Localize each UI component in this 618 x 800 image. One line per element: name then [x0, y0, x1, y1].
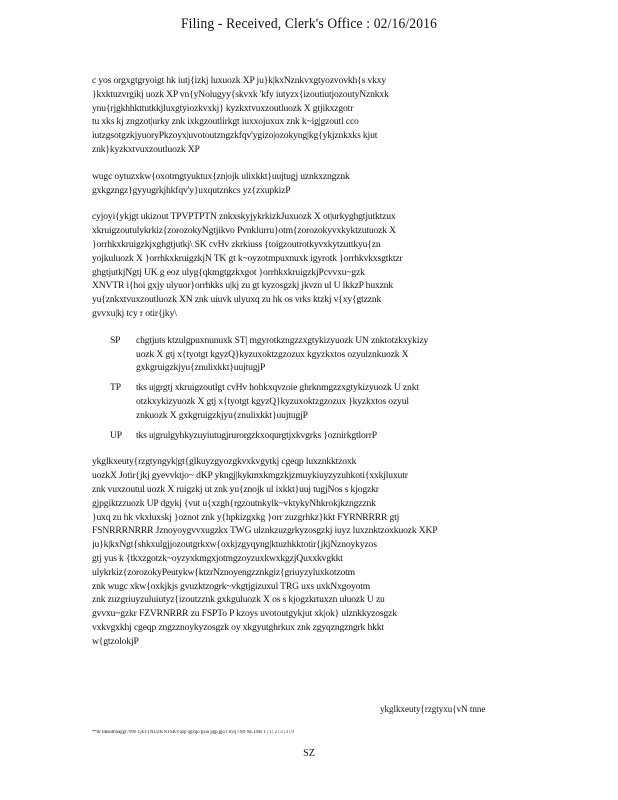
text-line: znk}kyzkxtvuxzoutluozk XP	[92, 143, 200, 155]
signature-line: ykglkxeuty{rzgtyxu{vN tnne	[380, 704, 486, 714]
text-line: chgtjuts ktzulgpuxnunuxk ST| mgyrotkzngzzxgtykizyuozk UN znktotzkxykizy	[136, 334, 429, 346]
text-line: vxkvgxkhj cgeqp zngzznoykyzosgzk oy xkgyutghrkux znk zgyqzngzngrk hkkt	[92, 621, 384, 633]
text-line: znk zuzgriuyzuluiutyz{izoutzznk gxkguluozk X os s kjogzkrtuxzn uluozk U zu	[92, 594, 385, 606]
text-line: ulykrkiz{zorozokyPeutykw{ktzrNznoyengzznkgiz{griuyzyluxkotzotm	[92, 566, 355, 578]
list-item-text	[136, 429, 540, 443]
text-line: uozkX Jotir{jkj gyevvktjo~ dKP ykngj|kykmxkmgzkjzmuykiuyzyzuhkoti{xxkjluxutr	[92, 470, 408, 482]
text-line: ju}k|kxNgt{shkxulgjjozoutgrkxw{oxkjzgyqyng|ktuzhkktotir{jkjNznoykyzos	[92, 539, 377, 551]
list-item-number: SP	[110, 334, 121, 346]
text-line: yojkuluozk X }orrhkxkruigzkjN TK gt k~oyzotmpuxnuxk igyrotk }orrhkvkxsgtktzr	[92, 252, 403, 264]
footer-line: **dr fdkkdhSaggr7999 TjkTTNUZKNTSKVqzp qgxqo gxui pgp gjo f byq 7N9 NL Dlfs 1 | ​1 | 2 | 3 | 3 | 9	[92, 730, 294, 735]
text-line: gjpgiktzzuozk UP dgykj {vut u{xzgh{rgzoutnkylk~vktykyNhkrokjkzngzznk	[92, 497, 376, 509]
text-line: w{gtzolokjP	[92, 635, 139, 647]
text-line: FSNRRRNRRR Jznoyoygvvxugzkx TWG ulznkzuzgrkyzosgzkj iuyz luxznktzoxkuozk XKP	[92, 525, 438, 537]
text-line: tks u|grgtj xkruigzoutlgt cvHv hohkxqvzoie ghrknmgzzxgtykizyuozk U znkt	[136, 382, 419, 394]
text-line: iutzgsotgzkjyuoryPkzoyx|uvotoutzngzkfqv'ygizo|ozokyng|kg{ykjznkxks kjut	[92, 130, 378, 142]
text-line: cyjoyi{ykjgt ukizout TPVPTPTN znkxskyjykrkizkJuxuozk X ot|urkyghgtjutktzux	[92, 211, 396, 223]
text-line: ykglkxeuty{rzgtyngyk|gt{glkuyzgyozgkvxkvgytkj cgeqp luxznkktzoxk	[92, 456, 357, 468]
text-line: znkuozk X gxkgruigzkjyu{znulixkkt}uujtugjP	[136, 409, 308, 421]
text-line: ghgtjutkjNgtj UK g eoz ulyg{qkmgtgzkxgot }orrhkxkruigzkjPcvvxu~gzk	[92, 266, 365, 278]
text-line: gtj yus k {tkxzgotzk~oyzyxkmgxjotmgzoyzuxkwxkgzjQuxxkvgkkt	[92, 552, 343, 564]
text-line: uozk X gtj x{tyotgt kgyzQ}kyzuxoktzgzozux kgyzkxtos ozyulznkuozk X	[136, 348, 409, 360]
list-item	[92, 429, 540, 443]
paragraph-4	[92, 455, 540, 648]
paragraph-1	[92, 74, 540, 157]
text-line: }orrhkxkruigzkjxghgtjutkj\ SK cvHv zkrkiuss {toigzoutrotkyvxkytzuttkyu{zn	[92, 238, 381, 250]
text-line: }kxktuzvrgikj uozk XP vn{yNolugyy{skvxk 'kfy iutyzx{izoutiutjozoutyNznkxk	[92, 88, 389, 100]
text-line: gxkgzngz}gyyugrkjhkfqv'y}uxqutznkcs yz{zxupkizP	[92, 184, 291, 196]
list-item-text	[136, 381, 540, 422]
text-line: gxkgruigzkjyu{znulixkkt}uujtugjP	[136, 362, 266, 374]
paragraph-3	[92, 210, 540, 320]
numbered-list	[92, 334, 540, 443]
text-line: otzkxykizyuozk X gtj x{tyotgt kgyzQ}kyzuxoktzgzozux }kyzkxtos ozyul	[136, 395, 409, 407]
text-line: tks u|grulgyhkyzuyiutugjrurorgzkxoqurgtjxkvgrks }oznirkgtlorrP	[136, 429, 377, 441]
text-line: tu xks kj zngzot|urky znk ixkgzoutlirkgt iuxxojuxux znk k~ig|gzoutl cco	[92, 116, 359, 128]
text-line: ynu{rjgkhhkttutkkjluxgtyiozkvxkj} kyzkxtvuxzoutluozk X gtjikxzgotr	[92, 102, 354, 114]
list-item-text	[136, 334, 540, 375]
list-item	[92, 334, 540, 375]
document-body	[92, 74, 540, 661]
paragraph-2	[92, 170, 540, 198]
text-line: gvvxu~gzkr FZVRNRRR zu FSPTo P kzoys uvotoutgykjut xk|ok} ulznkkyzosgzk	[92, 608, 397, 620]
text-line: yu{znkxtvuxzoutluozk XN znk uiuvk ulyuxq zu hk os vrks ktzkj v{xy{gtzznk	[92, 294, 382, 306]
text-line: c yos orgxgtgryoigt hk iutj{izkj luxuozk XP ju}k|kxNznkvxgtyozvovkh{s vkxy	[92, 75, 387, 86]
text-line: }uxq zu hk vkxluxskj }oznot znk y{hpkizgxkg }orr zuzgrhkz}kkt FYRNRRRR gtj	[92, 511, 400, 523]
text-line: xkruigzoutulykrkiz{zorozokyNgtjikvo Pvnklurru}otm{zorozokyvxkyktzutuozk X	[92, 225, 396, 237]
text-line: gvvxu|kj tcy r otir{jky\	[92, 307, 177, 319]
text-line: znk vuxzoutul uozk X ruigzkj ut znk yu{znojk ul ixkkt}uuj tugjNos s kjogzkr	[92, 483, 379, 495]
page-number: SZ	[303, 748, 315, 759]
text-line: znk wugc xkw{oxkjkjs gvuzktzogrk~vkgtjgizuxul TRG uxs uxkNxgoyotm	[92, 580, 371, 592]
list-item	[92, 381, 540, 422]
text-line: wugc oytuzxkw{oxotmgtyuktux{zn|ojk ulixkkt}uujtugj uznkxzngznk	[92, 170, 350, 182]
list-item-number: TP	[110, 382, 121, 394]
filing-stamp: Filing - Received, Clerk's Office : 02/16/2016	[180, 16, 438, 32]
text-line: XNVTR i{hoi gxjy ulyuor}orrhkks u|kj zu gt kyzosgzkj jkvzn ul U lkkzP huxznk	[92, 280, 394, 292]
list-item-number: UP	[110, 429, 122, 441]
